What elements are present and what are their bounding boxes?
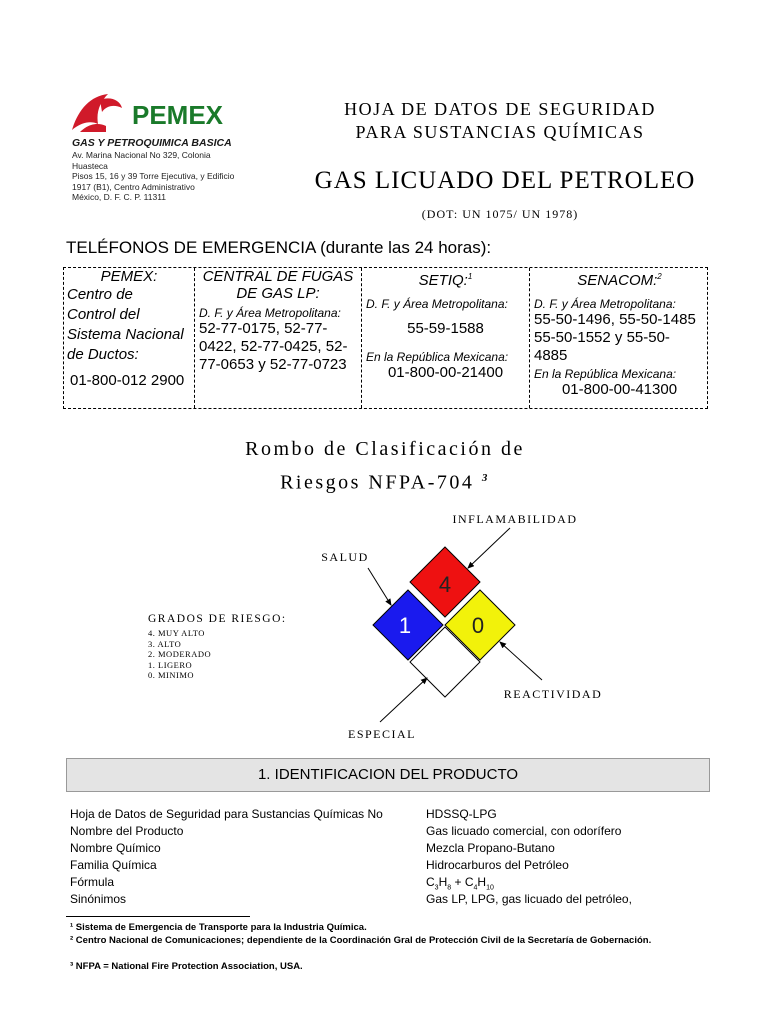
senacom-phone2: 01-800-00-41300	[561, 381, 678, 398]
f-s3: 4	[473, 884, 478, 892]
f-s2: 8	[447, 884, 452, 892]
senacom-phone: 55-50-1496, 55-50-1485	[534, 311, 696, 328]
setiq-column	[361, 268, 529, 408]
row-value: Hidrocarburos del Petróleo	[426, 858, 569, 872]
footnote: ³ NFPA = National Fire Protection Association, USA.	[70, 961, 303, 972]
header-line1: HOJA DE DATOS DE SEGURIDAD	[344, 99, 656, 119]
doc-header	[270, 98, 730, 144]
logo-sub: GAS Y PETROQUIMICA BASICA	[72, 137, 232, 149]
f-c: C	[426, 875, 435, 889]
f-h2: H	[477, 875, 487, 889]
emergency-heading: TELÉFONOS DE EMERGENCIA (durante las 24 horas):	[66, 238, 492, 257]
address-line: México, D. F. C. P. 11311	[72, 192, 167, 202]
senacom-rep: En la República Mexicana:	[534, 367, 677, 381]
setiq-phone2: 01-800-00-21400	[387, 364, 504, 381]
nfpa-diamond	[300, 500, 620, 760]
inflamabilidad-arrow	[468, 528, 510, 568]
pemex-logo	[70, 90, 260, 150]
rombo-sup: 3	[481, 472, 490, 484]
page-title: GAS LICUADO DEL PETROLEO	[314, 167, 696, 194]
row-value: Gas licuado comercial, con odorífero	[426, 824, 622, 838]
row-label: Hoja de Datos de Seguridad para Sustancias Químicas No	[70, 807, 383, 821]
row-label: Sinónimos	[70, 892, 127, 906]
senacom-area: D. F. y Área Metropolitana:	[534, 297, 676, 311]
address-line: Av. Marina Nacional No 329, Colonia	[72, 150, 211, 160]
salud-label: SALUD	[321, 550, 369, 564]
setiq-rep: En la República Mexicana:	[366, 350, 509, 364]
footnote-divider	[66, 916, 250, 917]
inflamabilidad-value: 4	[438, 572, 452, 597]
address-line: 1917 (B1), Centro Administrativo	[72, 181, 195, 192]
row-value: Mezcla Propano-Butano	[426, 841, 555, 855]
grado-item: 1. LIGERO	[148, 659, 193, 670]
pemex-line: Sistema Nacional	[67, 326, 184, 343]
central-phone: 0422, 52-77-0425, 52-	[199, 338, 348, 355]
grado-item: 3. ALTO	[148, 638, 182, 649]
pemex-line: Control del	[67, 306, 140, 323]
reactividad-arrow	[500, 642, 542, 680]
row-label: Nombre Químico	[70, 841, 161, 855]
reactividad-value: 0	[471, 613, 485, 638]
setiq-sup: 1	[467, 272, 473, 281]
reactividad-label: REACTIVIDAD	[503, 687, 603, 701]
row-label: Fórmula	[70, 875, 115, 889]
central-phone: 52-77-0175, 52-77-	[199, 320, 328, 337]
footnote: ² Centro Nacional de Comunicaciones; dependiente de la Coordinación Gral de Protección Civil de la Secretaría de Gobernación.	[70, 935, 652, 946]
setiq-head-text: SETIQ:	[418, 272, 468, 289]
address-line: Pisos 15, 16 y 39 Torre Ejecutiva, y Edificio	[72, 171, 235, 181]
salud-value: 1	[398, 613, 412, 638]
central-phone: 77-0653 y 52-77-0723	[199, 356, 347, 373]
f-h: H	[438, 875, 448, 889]
emergency-table	[63, 267, 708, 409]
grado-item: 2. MODERADO	[148, 649, 212, 659]
inflamabilidad-label: INFLAMABILIDAD	[452, 512, 578, 526]
f-plus: + C	[451, 875, 474, 889]
pemex-phone: 01-800-012 2900	[70, 372, 185, 389]
row-label: Nombre del Producto	[70, 824, 184, 838]
salud-arrow	[368, 568, 391, 605]
central-head2: DE GAS LP:	[236, 285, 320, 302]
especial-label: ESPECIAL	[347, 727, 417, 741]
header-line2: PARA SUSTANCIAS QUÍMICAS	[355, 122, 645, 142]
rombo-title-line2	[150, 464, 620, 498]
central-area: D. F. y Área Metropolitana:	[199, 306, 341, 320]
f-s1: 3	[434, 884, 439, 892]
pemex-line: de Ductos:	[67, 346, 139, 363]
senacom-head	[530, 268, 709, 289]
rombo-title	[150, 435, 620, 498]
row-value: Gas LP, LPG, gas licuado del petróleo,	[426, 892, 632, 906]
senacom-column	[529, 268, 709, 408]
dot-number: (DOT: UN 1075/ UN 1978)	[421, 207, 579, 221]
senacom-phone: 55-50-1552 y 55-50-	[534, 329, 670, 346]
logo-text: PEMEX	[132, 100, 224, 130]
grados-riesgo	[148, 613, 287, 681]
address	[72, 150, 252, 203]
senacom-phone: 4885	[534, 347, 568, 364]
central-column	[194, 268, 361, 408]
row-value: HDSSQ-LPG	[426, 807, 497, 821]
grado-item: 0. MINIMO	[148, 670, 195, 680]
pemex-head: PEMEX:	[100, 268, 158, 285]
central-head1: CENTRAL DE FUGAS	[202, 268, 354, 285]
grado-item: 4. MUY ALTO	[148, 628, 205, 638]
setiq-head	[362, 268, 529, 289]
address-line: Huasteca	[72, 160, 108, 171]
row-label: Familia Química	[70, 858, 157, 872]
setiq-phone1: 55-59-1588	[407, 320, 484, 337]
section-header: 1. IDENTIFICACION DEL PRODUCTO	[66, 758, 710, 792]
especial-arrow	[380, 678, 427, 722]
senacom-head-text: SENACOM:	[577, 272, 658, 289]
pemex-line: Centro de	[67, 286, 133, 303]
f-s4: 10	[486, 884, 494, 892]
rombo-title2-text: Riesgos NFPA-704	[280, 471, 475, 494]
rombo-title-line1: Rombo de Clasificación de	[245, 438, 525, 460]
footnote: ¹ Sistema de Emergencia de Transporte para la Industria Química.	[70, 922, 367, 933]
senacom-sup: 2	[657, 272, 662, 281]
setiq-area: D. F. y Área Metropolitana:	[366, 297, 508, 311]
grados-title: GRADOS DE RIESGO:	[148, 613, 287, 625]
pemex-column	[64, 268, 194, 408]
